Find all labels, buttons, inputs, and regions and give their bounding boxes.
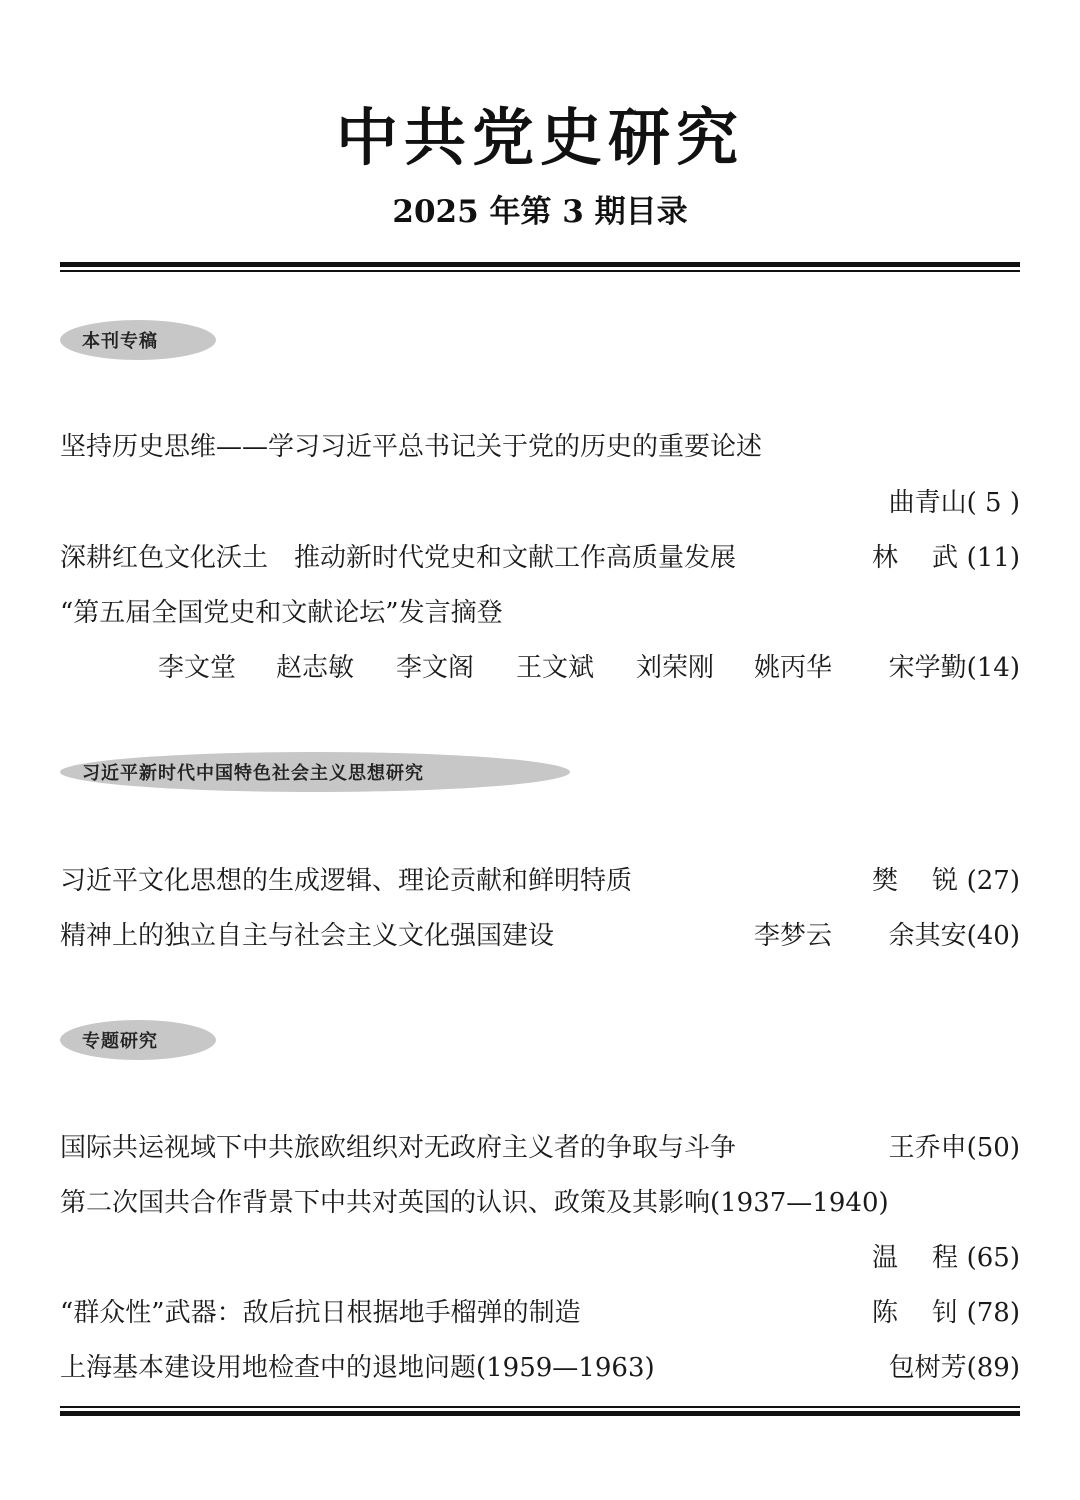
author: 赵志敏 [276,653,355,683]
toc-entry[interactable] [60,1293,1020,1333]
author: 李文堂 [158,653,237,683]
entry-author-page: 曲青山( 5 ) [888,488,1020,518]
entry-title: 深耕红色文化沃土 推动新时代党史和文献工作高质量发展 [60,543,737,573]
toc-entry[interactable] [60,1183,1020,1223]
entry-page: (27) [966,866,1020,896]
section-label: 专题研究 [82,1031,158,1052]
toc-entry-author-line [60,1238,1020,1278]
entry-coauthor: 李梦云 [754,921,833,951]
entry-author: 林 [872,543,899,573]
bottom-rule-thick [60,1411,1020,1416]
toc-entry[interactable] [60,916,1020,956]
entry-title: 习近平文化思想的生成逻辑、理论贡献和鲜明特质 [60,866,633,896]
journal-title: 中共党史研究 [335,101,744,174]
entry-title: “群众性”武器：敌后抗日根据地手榴弹的制造 [60,1298,581,1328]
entry-title: 国际共运视域下中共旅欧组织对无政府主义者的争取与斗争 [60,1133,737,1163]
bottom-rule-thin [60,1406,1020,1408]
entry-page: (78) [966,1298,1020,1328]
section-badge-topics [60,1020,216,1060]
toc-entry[interactable] [60,861,1020,901]
author: 李文阁 [396,653,475,683]
entry-author-page: 包树芳(89) [888,1353,1020,1383]
toc-entry-author-line [60,483,1020,523]
entry-author: 锐 [932,866,959,896]
entry-author: 陈 [872,1298,899,1328]
toc-entry-authors [60,648,1020,688]
author: 王文斌 [516,653,595,683]
section-badge-special [60,320,216,360]
top-rule-thin [60,270,1020,272]
entry-title: 坚持历史思维——学习习近平总书记关于党的历史的重要论述 [60,432,763,462]
toc-entry[interactable] [60,1128,1020,1168]
toc-entry[interactable] [60,1348,1020,1388]
top-rule-thick [60,262,1020,267]
entry-page: (11) [966,543,1020,573]
section-badge-xi-thought [60,752,570,792]
entry-author: 武 [932,543,959,573]
entry-page: (65) [966,1243,1020,1273]
entry-title: 第二次国共合作背景下中共对英国的认识、政策及其影响(1937—1940) [60,1188,889,1218]
entry-author: 程 [932,1243,959,1273]
entry-title: “第五届全国党史和文献论坛”发言摘登 [60,598,503,628]
author: 刘荣刚 [636,653,715,683]
entry-author: 樊 [872,866,899,896]
section-label: 本刊专稿 [82,331,158,352]
entry-author-page: 余其安(40) [888,921,1020,951]
toc-entry[interactable] [60,538,1020,578]
entry-title: 上海基本建设用地检查中的退地问题(1959—1963) [60,1353,655,1383]
toc-entry[interactable] [60,593,1020,633]
section-label: 习近平新时代中国特色社会主义思想研究 [82,763,424,784]
entry-author-page: 王乔申(50) [888,1133,1020,1163]
entry-author: 钊 [932,1298,959,1328]
issue-heading: 2025 年第 3 期目录 [392,194,688,230]
entry-author-page: 宋学勤(14) [888,653,1020,683]
author: 姚丙华 [754,653,833,683]
entry-author: 温 [872,1243,899,1273]
toc-entry[interactable] [60,427,1020,467]
entry-title: 精神上的独立自主与社会主义文化强国建设 [60,921,555,951]
